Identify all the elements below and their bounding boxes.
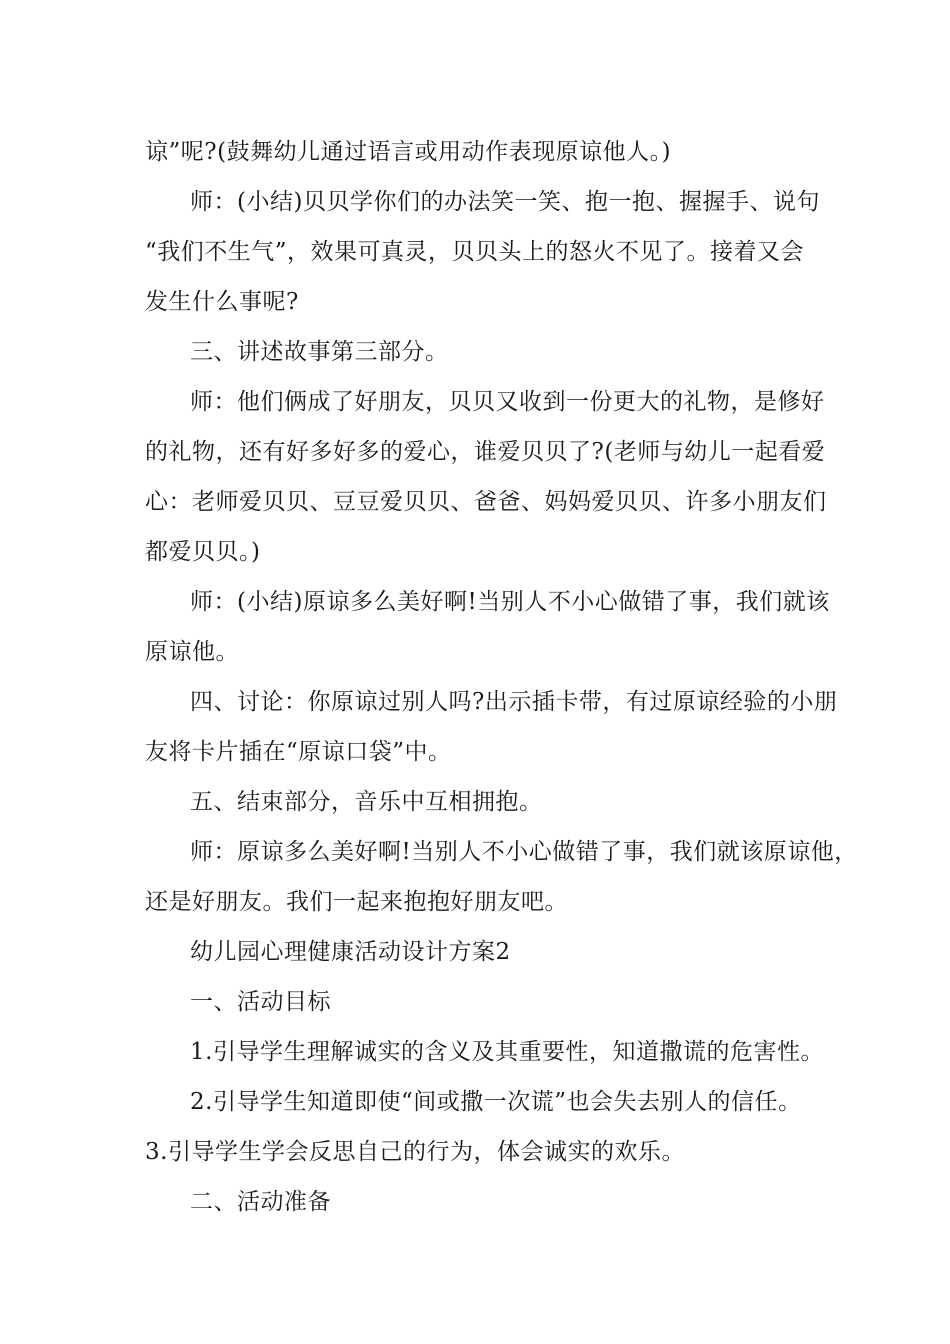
text-line: 友将卡片插在“原谅口袋”中。 xyxy=(145,739,452,765)
section-heading: 一、活动目标 xyxy=(190,989,331,1015)
text-line: 师：(小结)原谅多么美好啊!当别人不小心做错了事，我们就该 xyxy=(190,589,830,615)
section-heading: 二、活动准备 xyxy=(190,1189,331,1215)
text-line: 谅”呢?(鼓舞幼儿通过语言或用动作表现原谅他人。) xyxy=(145,139,672,165)
section-heading: 三、讲述故事第三部分。 xyxy=(190,339,449,365)
list-item: 2.引导学生知道即使“间或撒一次谎”也会失去别人的信任。 xyxy=(190,1089,802,1115)
text-line: 心：老师爱贝贝、豆豆爱贝贝、爸爸、妈妈爱贝贝、许多小朋友们 xyxy=(145,489,827,515)
list-item: 1.引导学生理解诚实的含义及其重要性，知道撒谎的危害性。 xyxy=(190,1039,824,1065)
text-line: 师：他们俩成了好朋友，贝贝又收到一份更大的礼物，是修好 xyxy=(190,389,825,415)
document-title: 幼儿园心理健康活动设计方案2 xyxy=(190,939,511,965)
text-line: 师：原谅多么美好啊!当别人不小心做错了事，我们就该原谅他， xyxy=(190,839,858,865)
text-line: 发生什么事呢? xyxy=(145,289,299,315)
list-item: 3.引导学生学会反思自己的行为，体会诚实的欢乐。 xyxy=(145,1139,685,1165)
text-line: 还是好朋友。我们一起来抱抱好朋友吧。 xyxy=(145,889,568,915)
text-line: 都爱贝贝。) xyxy=(145,539,261,565)
section-heading: 四、讨论：你原谅过别人吗?出示插卡带，有过原谅经验的小朋 xyxy=(190,689,838,715)
text-line: 的礼物，还有好多好多的爱心，谁爱贝贝了?(老师与幼儿一起看爱 xyxy=(145,439,826,465)
section-heading: 五、结束部分，音乐中互相拥抱。 xyxy=(190,789,543,815)
text-line: 原谅他。 xyxy=(145,639,239,665)
text-line: 师：(小结)贝贝学你们的办法笑一笑、抱一抱、握握手、说句 xyxy=(190,189,820,215)
text-line: “我们不生气”，效果可真灵，贝贝头上的怒火不见了。接着又会 xyxy=(145,239,805,265)
